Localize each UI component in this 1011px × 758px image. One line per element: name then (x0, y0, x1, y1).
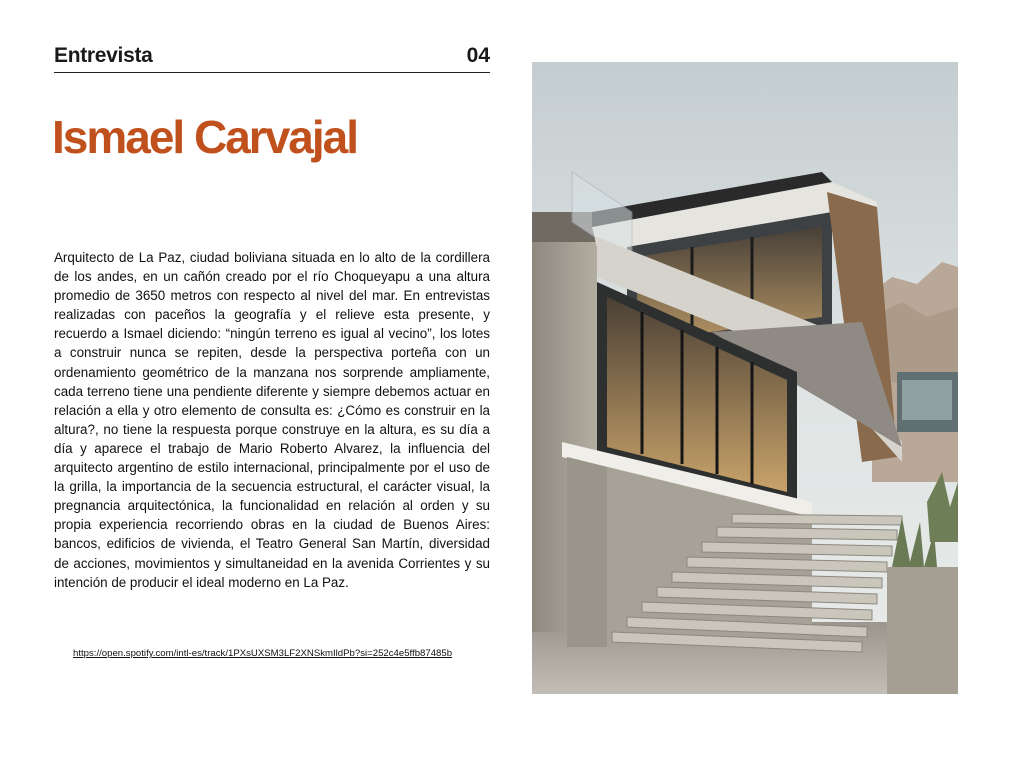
building-photo (532, 62, 958, 694)
header-row (54, 42, 490, 73)
spotify-link[interactable]: https://open.spotify.com/intl-es/track/1PXsUXSM3LF2XNSkmIldPb?si=252c4e5ffb87485b (73, 648, 453, 659)
page-number: 04 (466, 44, 490, 67)
body-paragraph: Arquitecto de La Paz, ciudad boliviana situada en lo alto de la cordillera de los andes, en un cañón creado por el río Choqueyapu a una altura promedio de 3650 metros con respecto al nivel del mar. En entrevistas realizadas con paceños la geografía y el relieve esta presente, y recuerdo a Ismael diciendo: “ningún terreno es igual al vecino”, los lotes a construir nunca se repiten, desde la perspectiva porteña con un ordenamiento geométrico de la manzana nos sorprende ampliamente, cada terreno tiene una pendiente diferente y siempre debemos actuar en relación a ella y otro elemento de consulta es: ¿Cómo es construir en la altura?, no tiene la respuesta porque construye en la altura, es su día a día y aparece el trabajo de Mario Roberto Alvarez, la influencia del arquitecto argentino de estilo internacional, principalmente por el uso de la grilla, la importancia de la secuencia estructural, el carácter visual, la pregnancia arquitectónica, la funcionalidad en relación al orden y su propia experiencia recorriendo obras en la ciudad de Buenos Aires: bancos, edificios de vivienda, el Teatro General San Martín, diversidad de acciones, movimientos y simultaneidad en la avenida Corrientes y su intención de producir el ideal moderno en La Paz. (54, 250, 490, 590)
page-title: Ismael Carvajal (52, 111, 358, 163)
section-label: Entrevista (54, 44, 153, 67)
